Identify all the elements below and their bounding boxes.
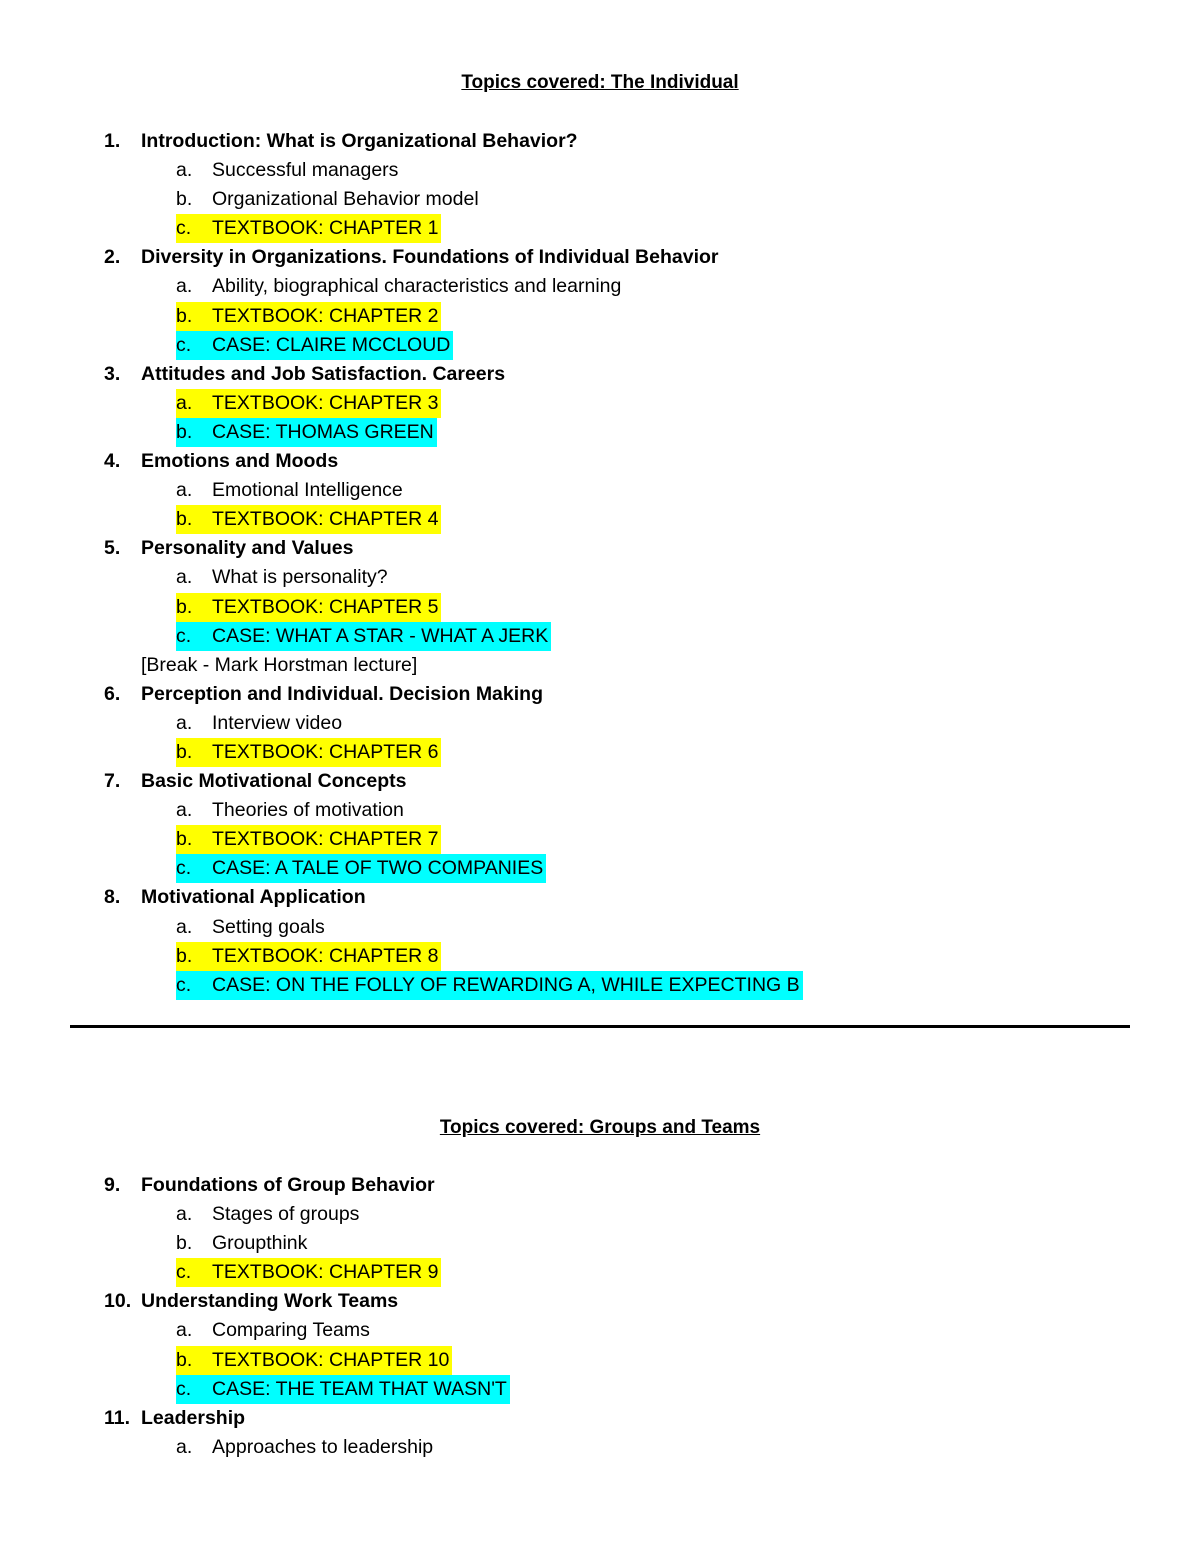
- subtopic-text: Interview video: [212, 711, 343, 734]
- topic-number: 8.: [104, 886, 121, 909]
- subtopic-letter: a.: [176, 479, 193, 502]
- subtopic-text: CASE: A TALE OF TWO COMPANIES: [212, 857, 544, 880]
- subtopic-letter: a.: [176, 566, 193, 589]
- highlighted-subtopic: [176, 302, 441, 331]
- topic-title: Understanding Work Teams: [141, 1290, 399, 1313]
- subtopic-letter: a.: [176, 159, 193, 182]
- subtopic-text: TEXTBOOK: CHAPTER 1: [212, 217, 439, 240]
- subtopic-letter: b.: [176, 508, 193, 531]
- subtopic-item: [0, 505, 1200, 534]
- topic-item: [0, 447, 1200, 476]
- topic-number: 11.: [104, 1406, 131, 1429]
- topic-title: Diversity in Organizations. Foundations of Individual Behavior: [141, 246, 719, 269]
- topic-list-individual: [0, 127, 1200, 1000]
- highlighted-subtopic: [176, 389, 441, 418]
- topic-list-groups: [0, 1171, 1200, 1462]
- topic-number: 10.: [104, 1290, 132, 1313]
- subtopic-text: Organizational Behavior model: [212, 188, 479, 211]
- subtopic-item: [0, 185, 1200, 214]
- subtopic-item: [0, 622, 1200, 651]
- subtopic-text: CASE: CLAIRE MCCLOUD: [212, 333, 451, 356]
- subtopic-letter: b.: [176, 1232, 193, 1255]
- subtopic-text: TEXTBOOK: CHAPTER 6: [212, 740, 439, 763]
- highlighted-subtopic: [176, 214, 441, 243]
- subtopic-text: Theories of motivation: [212, 799, 404, 822]
- subtopic-item: [0, 1375, 1200, 1404]
- subtopic-item: [0, 942, 1200, 971]
- subtopic-item: [0, 156, 1200, 185]
- topic-number: 4.: [104, 450, 121, 473]
- subtopic-item: [0, 331, 1200, 360]
- subtopic-text: TEXTBOOK: CHAPTER 3: [212, 391, 439, 414]
- highlighted-subtopic: [176, 622, 551, 651]
- note-item: [0, 651, 1200, 680]
- topic-item: [0, 1404, 1200, 1433]
- subtopic: [176, 913, 328, 942]
- subtopic-text: CASE: WHAT A STAR - WHAT A JERK: [212, 624, 549, 647]
- subtopic-item: [0, 913, 1200, 942]
- subtopic-text: CASE: THOMAS GREEN: [212, 420, 434, 443]
- subtopic-text: Approaches to leadership: [212, 1435, 434, 1458]
- subtopic-letter: a.: [176, 799, 193, 822]
- subtopic-text: Groupthink: [212, 1232, 308, 1255]
- subtopic: [176, 272, 624, 301]
- subtopic-text: What is personality?: [212, 566, 388, 589]
- subtopic-text: TEXTBOOK: CHAPTER 9: [212, 1261, 439, 1284]
- subtopic-text: TEXTBOOK: CHAPTER 2: [212, 304, 439, 327]
- topic-item: [0, 883, 1200, 912]
- topic-title: Motivational Application: [141, 886, 366, 909]
- subtopic-text: TEXTBOOK: CHAPTER 7: [212, 828, 439, 851]
- subtopic: [176, 1433, 436, 1462]
- subtopic: [176, 156, 401, 185]
- subtopic-letter: b.: [176, 188, 193, 211]
- topic-number: 6.: [104, 682, 121, 705]
- subtopic-letter: a.: [176, 711, 193, 734]
- topic-number: 2.: [104, 246, 121, 269]
- topic-title: Leadership: [141, 1406, 246, 1429]
- subtopic-letter: b.: [176, 944, 193, 967]
- subtopic-letter: a.: [176, 915, 193, 938]
- subtopic-item: [0, 854, 1200, 883]
- topic-number: 1.: [104, 130, 121, 152]
- subtopic-text: CASE: THE TEAM THAT WASN'T: [212, 1377, 507, 1400]
- highlighted-subtopic: [176, 738, 441, 767]
- topic-item: [0, 243, 1200, 272]
- subtopic: [176, 1316, 373, 1345]
- subtopic-letter: c.: [176, 857, 192, 880]
- subtopic-text: Ability, biographical characteristics and learning: [212, 275, 622, 298]
- subtopic-item: [0, 971, 1200, 1000]
- topic-title: Perception and Individual. Decision Making: [141, 682, 543, 705]
- section-heading-individual: Topics covered: The Individual: [461, 72, 739, 93]
- subtopic-letter: c.: [176, 624, 192, 647]
- subtopic-text: Emotional Intelligence: [212, 479, 403, 502]
- subtopic-letter: c.: [176, 973, 192, 996]
- subtopic-item: [0, 389, 1200, 418]
- subtopic: [176, 1200, 362, 1229]
- highlighted-subtopic: [176, 971, 803, 1000]
- topic-number: 5.: [104, 537, 121, 560]
- subtopic-item: [0, 563, 1200, 592]
- subtopic: [176, 185, 482, 214]
- break-note: [Break - Mark Horstman lecture]: [141, 653, 418, 676]
- subtopic-text: TEXTBOOK: CHAPTER 5: [212, 595, 439, 618]
- subtopic-letter: a.: [176, 1435, 193, 1458]
- topic-title: Attitudes and Job Satisfaction. Careers: [141, 362, 506, 385]
- subtopic-letter: c.: [176, 333, 192, 356]
- subtopic-letter: c.: [176, 1377, 192, 1400]
- topic-number: 9.: [104, 1174, 121, 1196]
- section-divider: [70, 1025, 1130, 1028]
- section-heading-groups: Topics covered: Groups and Teams: [439, 1117, 761, 1138]
- subtopic-text: TEXTBOOK: CHAPTER 4: [212, 508, 439, 531]
- subtopic-item: [0, 593, 1200, 622]
- subtopic-letter: b.: [176, 304, 193, 327]
- topic-item: [0, 767, 1200, 796]
- subtopic-letter: a.: [176, 275, 193, 298]
- topic-title: Emotions and Moods: [141, 450, 339, 473]
- highlighted-subtopic: [176, 1258, 441, 1287]
- subtopic: [176, 1229, 310, 1258]
- subtopic-item: [0, 796, 1200, 825]
- subtopic-letter: b.: [176, 1348, 193, 1371]
- subtopic-letter: b.: [176, 420, 193, 443]
- subtopic-item: [0, 1200, 1200, 1229]
- highlighted-subtopic: [176, 1375, 510, 1404]
- topic-item: [0, 534, 1200, 563]
- topic-item: [0, 127, 1200, 156]
- topic-item: [0, 680, 1200, 709]
- subtopic-item: [0, 738, 1200, 767]
- topic-number: 7.: [104, 770, 121, 793]
- highlighted-subtopic: [176, 331, 453, 360]
- topic-item: [0, 1287, 1200, 1316]
- subtopic: [176, 476, 406, 505]
- topic-title: Introduction: What is Organizational Behavior?: [141, 130, 578, 152]
- subtopic-letter: c.: [176, 217, 192, 240]
- subtopic-letter: a.: [176, 1319, 193, 1342]
- subtopic-letter: b.: [176, 828, 193, 851]
- subtopic-text: Setting goals: [212, 915, 325, 938]
- subtopic-item: [0, 1346, 1200, 1375]
- subtopic-item: [0, 1258, 1200, 1287]
- subtopic-text: Stages of groups: [212, 1203, 360, 1226]
- highlighted-subtopic: [176, 825, 441, 854]
- topic-title: Foundations of Group Behavior: [141, 1174, 435, 1196]
- subtopic-item: [0, 302, 1200, 331]
- subtopic-item: [0, 709, 1200, 738]
- subtopic: [176, 709, 345, 738]
- subtopic-text: Successful managers: [212, 159, 399, 182]
- subtopic-item: [0, 1433, 1200, 1462]
- subtopic: [176, 796, 407, 825]
- subtopic-item: [0, 214, 1200, 243]
- topic-item: [0, 1171, 1200, 1200]
- subtopic-letter: b.: [176, 740, 193, 763]
- highlighted-subtopic: [176, 593, 441, 622]
- highlighted-subtopic: [176, 1346, 452, 1375]
- subtopic-letter: a.: [176, 1203, 193, 1226]
- highlighted-subtopic: [176, 418, 437, 447]
- highlighted-subtopic: [176, 505, 441, 534]
- subtopic-item: [0, 1229, 1200, 1258]
- topic-title: Personality and Values: [141, 537, 354, 560]
- topic-title: Basic Motivational Concepts: [141, 770, 407, 793]
- subtopic: [176, 563, 391, 592]
- subtopic-letter: b.: [176, 595, 193, 618]
- topic-item: [0, 360, 1200, 389]
- topic-number: 3.: [104, 362, 121, 385]
- subtopic-letter: a.: [176, 391, 193, 414]
- subtopic-text: TEXTBOOK: CHAPTER 8: [212, 944, 439, 967]
- highlighted-subtopic: [176, 942, 441, 971]
- highlighted-subtopic: [176, 854, 546, 883]
- subtopic-item: [0, 272, 1200, 301]
- subtopic-text: TEXTBOOK: CHAPTER 10: [212, 1348, 450, 1371]
- subtopic-text: Comparing Teams: [212, 1319, 370, 1342]
- subtopic-item: [0, 1316, 1200, 1345]
- subtopic-item: [0, 825, 1200, 854]
- subtopic-letter: c.: [176, 1261, 192, 1284]
- subtopic-item: [0, 476, 1200, 505]
- subtopic-item: [0, 418, 1200, 447]
- subtopic-text: CASE: ON THE FOLLY OF REWARDING A, WHILE EXPECTING B: [212, 973, 800, 996]
